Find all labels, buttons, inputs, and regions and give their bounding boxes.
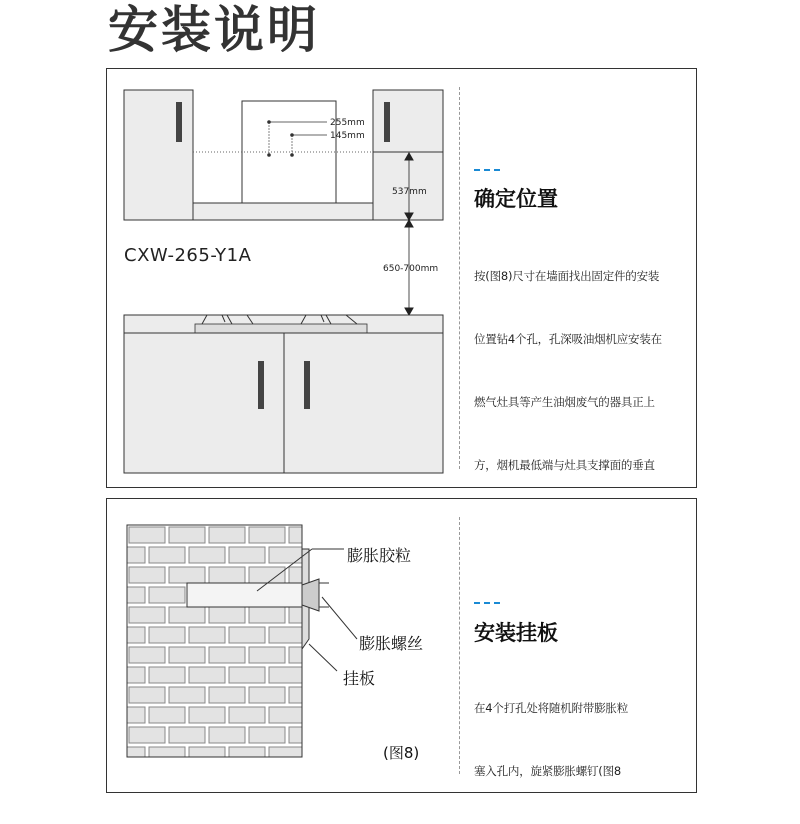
text-line: 在4个打孔处将随机附带膨胀粒 bbox=[474, 701, 629, 715]
brick bbox=[269, 747, 305, 763]
text-line: 按(图8)尺寸在墙面找出固定件的安装 bbox=[474, 269, 660, 283]
dim-145-label: 145mm bbox=[330, 131, 365, 141]
dim-537-label: 537mm bbox=[392, 187, 427, 197]
model-number: CXW-265-Y1A bbox=[124, 245, 252, 266]
brick bbox=[269, 667, 305, 683]
dim-650-700-label: 650-700mm bbox=[383, 264, 439, 274]
brick bbox=[149, 667, 185, 683]
brick bbox=[289, 647, 325, 663]
dim-255-label: 255mm bbox=[330, 118, 365, 128]
accent-dash bbox=[474, 169, 500, 171]
brick bbox=[229, 547, 265, 563]
brick bbox=[249, 687, 285, 703]
brick bbox=[209, 727, 245, 743]
brick bbox=[289, 687, 325, 703]
text-line: 燃气灶具等产生油烟废气的器具正上 bbox=[474, 395, 655, 409]
brick bbox=[209, 687, 245, 703]
brick bbox=[209, 607, 245, 623]
brick bbox=[169, 727, 205, 743]
brick bbox=[129, 607, 165, 623]
brick bbox=[149, 747, 185, 763]
brick bbox=[189, 667, 225, 683]
brick bbox=[169, 527, 205, 543]
section-text-mounting bbox=[474, 656, 628, 824]
brick bbox=[129, 567, 165, 583]
brick bbox=[189, 747, 225, 763]
anchor-hole bbox=[187, 583, 302, 607]
brick bbox=[289, 527, 325, 543]
base-right-handle bbox=[304, 361, 310, 409]
brick bbox=[169, 687, 205, 703]
brick bbox=[149, 627, 185, 643]
brick bbox=[269, 707, 305, 723]
right-cabinet-handle bbox=[384, 102, 390, 142]
brick bbox=[169, 607, 205, 623]
page-title: 安装说明 bbox=[108, 1, 320, 59]
divider-line bbox=[459, 517, 460, 774]
hood-body bbox=[193, 203, 373, 220]
screw-head bbox=[302, 579, 319, 611]
brick bbox=[129, 687, 165, 703]
brick bbox=[149, 707, 185, 723]
brick bbox=[229, 627, 265, 643]
brick bbox=[229, 667, 265, 683]
label-expansion-screw: 膨胀螺丝 bbox=[359, 634, 424, 653]
brick-wall bbox=[109, 525, 325, 763]
brick bbox=[209, 647, 245, 663]
accent-dash bbox=[474, 602, 500, 604]
mounting-panel bbox=[106, 498, 697, 793]
brick bbox=[189, 547, 225, 563]
divider-line bbox=[459, 87, 460, 469]
text-line: 塞入孔内，旋紧膨胀螺钉(图8 bbox=[474, 764, 622, 778]
brick bbox=[129, 647, 165, 663]
brick bbox=[149, 547, 185, 563]
brick bbox=[189, 707, 225, 723]
brick bbox=[249, 567, 285, 583]
brick bbox=[289, 727, 325, 743]
brick bbox=[249, 727, 285, 743]
brick bbox=[209, 567, 245, 583]
text-line: 方，烟机最低端与灶具支撑面的垂直 bbox=[474, 458, 655, 472]
brick bbox=[129, 727, 165, 743]
section-title-mounting: 安装挂板 bbox=[474, 621, 558, 645]
left-wall-cabinet bbox=[124, 90, 193, 220]
brick bbox=[169, 647, 205, 663]
brick bbox=[269, 627, 305, 643]
base-left-handle bbox=[258, 361, 264, 409]
brick bbox=[209, 527, 245, 543]
brick bbox=[229, 707, 265, 723]
label-hanging-plate: 挂板 bbox=[343, 669, 376, 688]
brick bbox=[149, 587, 185, 603]
brick bbox=[129, 527, 165, 543]
position-panel bbox=[106, 68, 697, 488]
brick bbox=[269, 547, 305, 563]
brick bbox=[169, 567, 205, 583]
brick bbox=[249, 527, 285, 543]
brick bbox=[229, 747, 265, 763]
left-cabinet-handle bbox=[176, 102, 182, 142]
section-title-position: 确定位置 bbox=[474, 187, 558, 211]
brick bbox=[249, 607, 285, 623]
brick bbox=[249, 647, 285, 663]
label-expansion-plug: 膨胀胶粒 bbox=[347, 546, 412, 565]
brick bbox=[189, 627, 225, 643]
text-line: 位置钻4个孔，孔深吸油烟机应安装在 bbox=[474, 332, 662, 346]
figure-label: (图8) bbox=[383, 744, 420, 762]
